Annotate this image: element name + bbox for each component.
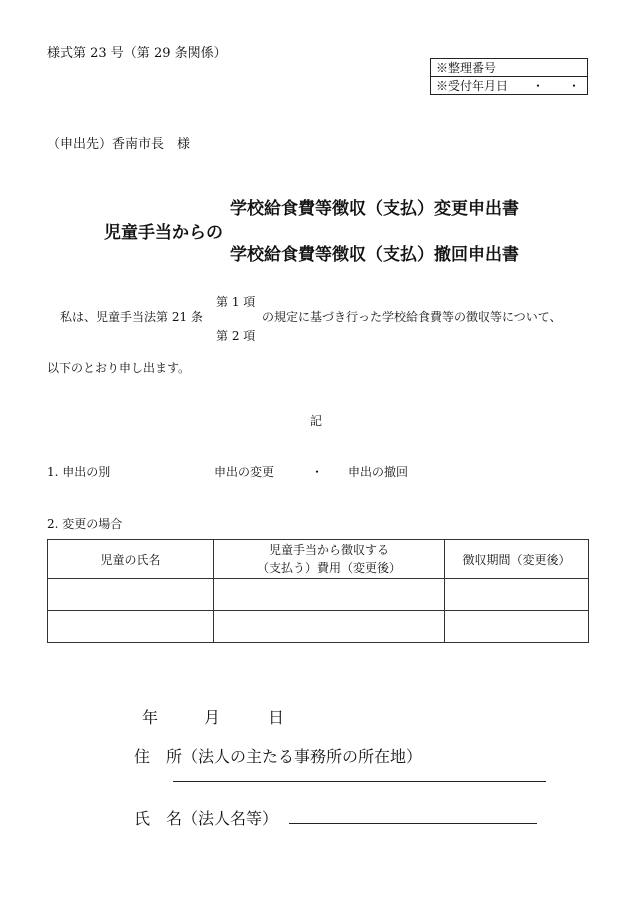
clause-1: 第 1 項 (216, 295, 256, 309)
header-fee-line2: （支払う）費用（変更後） (256, 561, 401, 575)
body-intro: 私は、児童手当法第 21 条 (60, 310, 203, 324)
section2-label: 2. 変更の場合 (47, 517, 123, 531)
header-fee-line1: 児童手当から徴収する (268, 543, 389, 557)
title-prefix: 児童手当からの (104, 223, 223, 243)
header-period: 徴収期間（変更後） (445, 540, 589, 579)
title-change-request: 学校給食費等徴収（支払）変更申出書 (230, 199, 519, 219)
body-line2: 以下のとおり申し出ます。 (47, 361, 191, 375)
office-use-box (430, 58, 588, 95)
received-date-cell: ※受付年月日 ・ ・ (431, 77, 588, 95)
title-withdrawal-request: 学校給食費等徴収（支払）撤回申出書 (230, 245, 519, 265)
addressee: （申出先）香南市長 様 (47, 137, 191, 152)
option-change[interactable]: 申出の変更 (214, 465, 275, 479)
child-name-cell[interactable] (48, 611, 214, 643)
header-child-name: 児童の氏名 (48, 540, 214, 579)
option-withdraw[interactable]: 申出の撤回 (348, 465, 409, 479)
header-fee (214, 540, 445, 579)
child-name-cell[interactable] (48, 579, 214, 611)
form-number: 様式第 23 号（第 29 条関係） (47, 46, 227, 61)
change-table (47, 539, 589, 643)
address-input-line[interactable] (173, 781, 546, 782)
address-label: 住 所（法人の主たる事務所の所在地） (134, 747, 423, 766)
day-label: 日 (268, 708, 285, 727)
clause-2: 第 2 項 (216, 329, 256, 343)
option-separator: ・ (311, 465, 324, 479)
year-label: 年 (142, 708, 159, 727)
fee-cell[interactable] (214, 611, 445, 643)
ki-heading: 記 (310, 414, 323, 428)
table-row (48, 579, 589, 611)
fee-cell[interactable] (214, 579, 445, 611)
month-label: 月 (204, 708, 221, 727)
table-header-row (48, 540, 589, 579)
name-input-line[interactable] (289, 823, 537, 824)
body-rest: の規定に基づき行った学校給食費等の徴収等について、 (262, 310, 562, 324)
period-cell[interactable] (445, 611, 589, 643)
name-label: 氏 名（法人名等） (134, 809, 279, 828)
reference-number-cell: ※整理番号 (431, 59, 588, 77)
period-cell[interactable] (445, 579, 589, 611)
table-row (48, 611, 589, 643)
section1-label: 1. 申出の別 (47, 465, 111, 479)
